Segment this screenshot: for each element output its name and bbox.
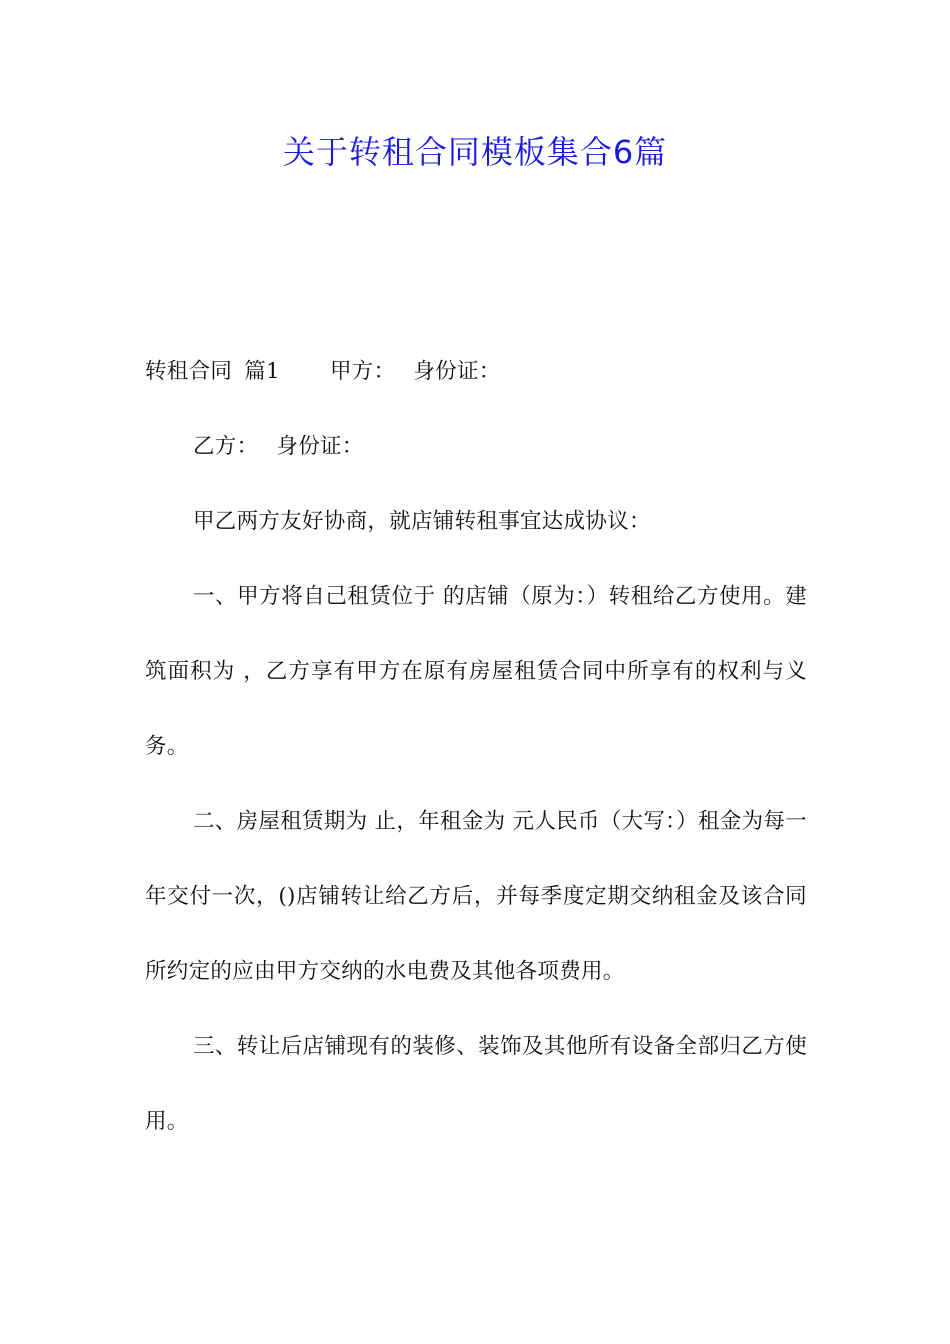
party-b-line [145,409,807,484]
paragraph-clause-2: 二、房屋租赁期为 止，年租金为 元人民币（大写：）租金为每一年交付一次，()店铺转让给乙方后，并每季度定期交纳租金及该合同所约定的应由甲方交纳的水电费及其他各项费用。 [145,809,807,984]
contract-header-line [145,334,807,409]
section-number: 篇1 [244,359,280,384]
party-a-label: 甲方： [329,359,396,384]
section-label: 转租合同 [145,359,233,384]
party-a-id-label: 身份证： [413,359,501,384]
party-b-id-label: 身份证： [276,434,364,459]
paragraph-clause-3: 三、转让后店铺现有的装修、装饰及其他所有设备全部归乙方使用。 [145,1034,807,1134]
paragraph-clause-1: 一、甲方将自己租赁位于 的店铺（原为：）转租给乙方使用。建筑面积为 ，乙方享有甲方在原有房屋租赁合同中所享有的权利与义务。 [145,584,807,759]
party-b-label: 乙方： [193,434,259,459]
document-body [145,334,807,1159]
document-title: 关于转租合同模板集合6篇 [282,133,668,171]
paragraph-intro: 甲乙两方友好协商，就店铺转租事宜达成协议： [193,509,651,534]
